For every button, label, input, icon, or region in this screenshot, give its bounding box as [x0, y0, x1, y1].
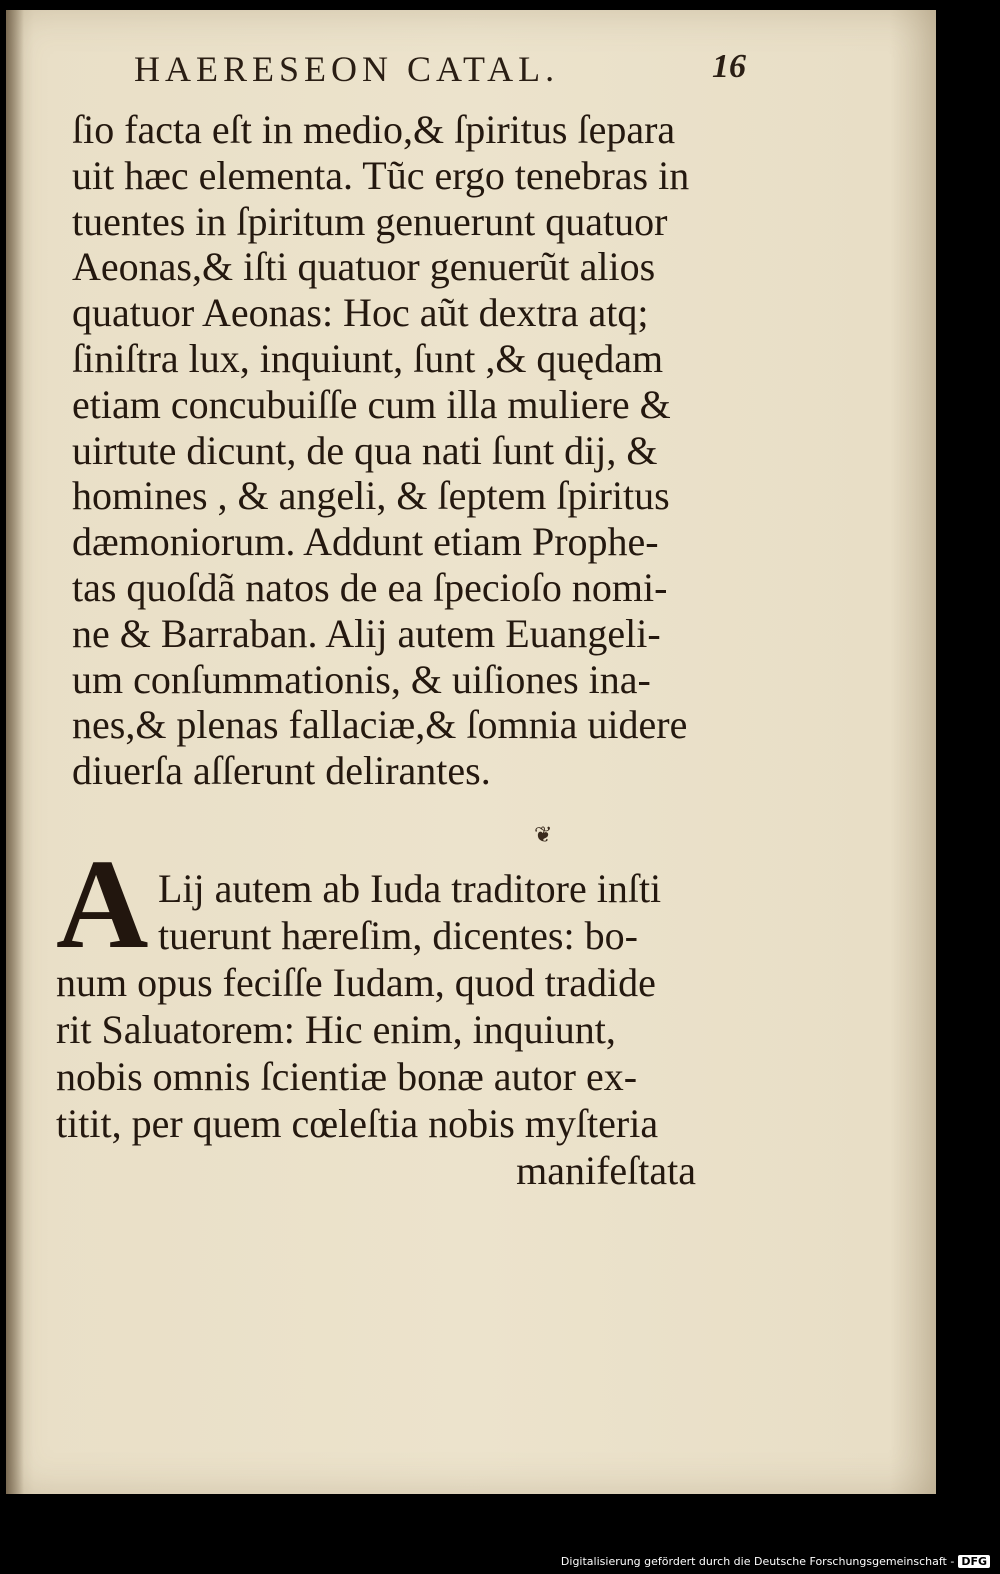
text-line: ne & Barraban. Alij autem Euangeli- [72, 610, 661, 656]
running-head: HAERESEON CATAL. [134, 49, 560, 89]
catchword: manifeſtata [516, 1148, 696, 1193]
gutter-shadow [6, 10, 24, 1494]
text-line: num opus feciſſe Iudam, quod tradide [56, 960, 656, 1005]
text-line: ſiniſtra lux, inquiunt, ſunt ,& quędam [72, 335, 664, 381]
text-line: uirtute dicunt, de qua nati ſunt dij, & [72, 427, 658, 473]
text-line: nes,& plenas fallaciæ,& ſomnia uidere [72, 702, 688, 748]
drop-cap-initial: A [56, 833, 149, 975]
text-line: tas quoſdã natos de ea ſpecioſo nomi- [72, 564, 668, 610]
text-line: diuerſa aſſerunt delirantes. [72, 748, 491, 794]
paragraph-2 [56, 865, 716, 1194]
dfg-logo: DFG [958, 1555, 990, 1568]
text-line: uit hæc elementa. Tũc ergo tenebras in [72, 152, 690, 198]
text-line: um conſummationis, & uiſiones ina- [72, 656, 651, 702]
text-line: quatuor Aeonas: Hoc aũt dextra atq; [72, 290, 649, 336]
text-line: ſio facta eſt in medio,& ſpiritus ſepara [72, 107, 676, 152]
page-number: 16 [712, 48, 746, 85]
text-line: titit, per quem cœleſtia nobis myſteria [56, 1101, 659, 1146]
text-line: etiam concubuiſſe cum illa muliere & [72, 381, 671, 427]
text-line: nobis omnis ſcientiæ bonæ autor ex- [56, 1054, 638, 1099]
text-line: tuentes in ſpiritum genuerunt quatuor [72, 198, 668, 244]
paragraph-1 [72, 107, 732, 794]
text-line: dæmoniorum. Addunt etiam Prophe- [72, 519, 659, 565]
credit-text: Digitalisierung gefördert durch die Deutsche Forschungsgemeinschaft - [560, 1555, 955, 1568]
text-line: rit Saluatorem: Hic enim, inquiunt, [56, 1007, 616, 1052]
book-page [6, 10, 936, 1494]
text-line: Aeonas,& iſti quatuor genuerũt alios [72, 244, 656, 290]
text-line: Lij autem ab Iuda traditore inſti [158, 866, 662, 911]
fleuron-ornament: ❦ [534, 822, 553, 847]
text-line: homines , & angeli, & ſeptem ſpiritus [72, 473, 670, 519]
digitization-credit [561, 1555, 990, 1568]
text-line: tuerunt hæreſim, dicentes: bo- [158, 913, 638, 958]
